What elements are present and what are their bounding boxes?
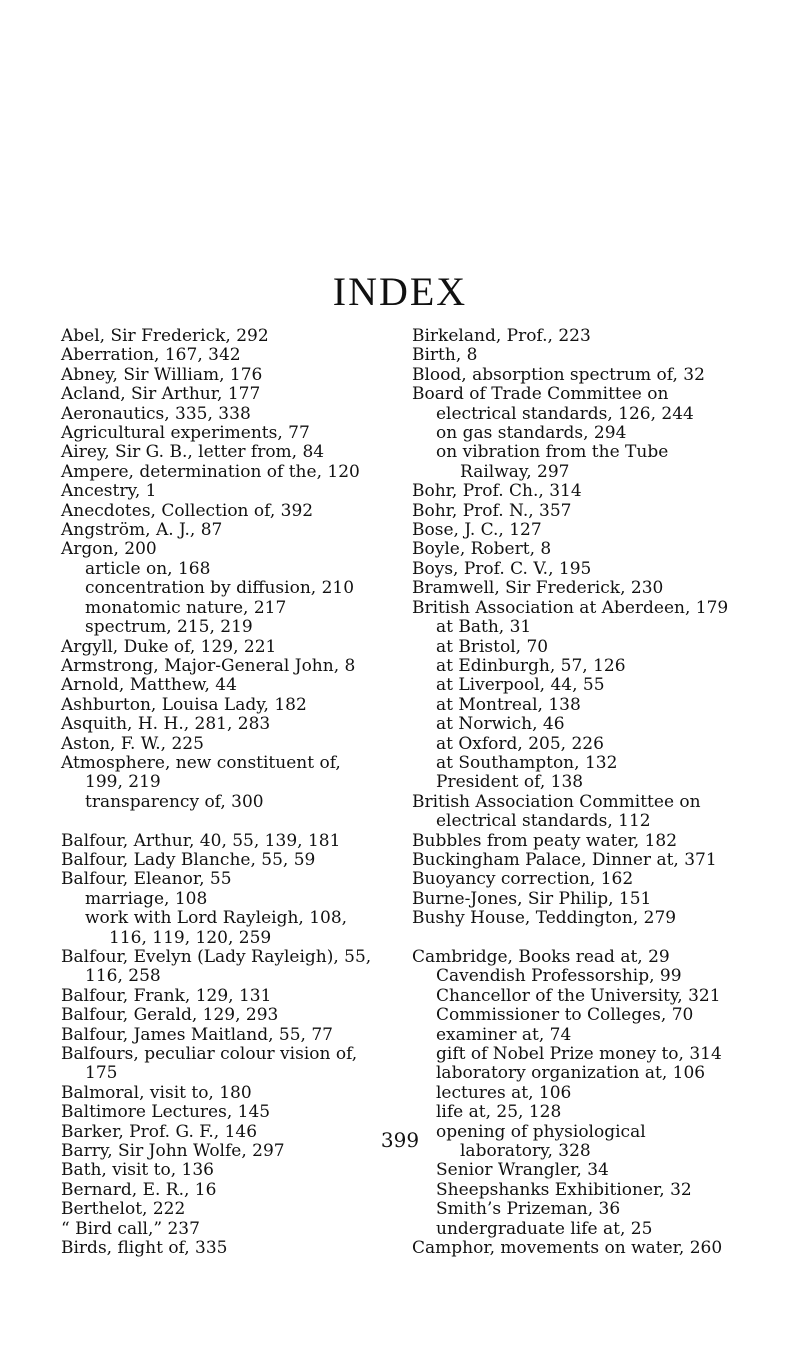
- index-entry: Balmoral, visit to, 180: [61, 1082, 252, 1103]
- index-subentry: marriage, 108: [85, 888, 208, 909]
- index-entry: Aeronautics, 335, 338: [61, 403, 251, 424]
- index-subentry: laboratory organization at, 106: [436, 1063, 706, 1084]
- index-subentry: Chancellor of the University, 321: [436, 985, 721, 1006]
- index-entry: Balfour, Evelyn (Lady Rayleigh), 55, 116, 258: [61, 946, 372, 987]
- index-subentry: at Montreal, 138: [436, 694, 581, 715]
- index-subentry: President of, 138: [436, 772, 584, 793]
- index-entry: Berthelot, 222: [61, 1199, 186, 1220]
- index-entry: Aberration, 167, 342: [61, 345, 241, 366]
- index-entry: Abel, Sir Frederick, 292: [61, 326, 269, 346]
- index-subentry: monatomic nature, 217: [85, 597, 287, 618]
- index-entry: Bernard, E. R., 16: [61, 1179, 217, 1200]
- index-subentry: Cavendish Professorship, 99: [436, 966, 682, 987]
- index-entry: Cambridge, Books read at, 29: [412, 946, 670, 967]
- index-subentry: article on, 168: [85, 558, 211, 579]
- index-entry: Barker, Prof. G. F., 146: [61, 1121, 258, 1142]
- index-entry: Acland, Sir Arthur, 177: [61, 384, 261, 405]
- index-entry: Birth, 8: [412, 345, 478, 366]
- index-entry: Birkeland, Prof., 223: [412, 326, 591, 346]
- index-subentry: on vibration from the Tube Railway, 297: [436, 442, 669, 482]
- index-entry: Agricultural experiments, 77: [61, 423, 310, 444]
- index-subentry: at Oxford, 205, 226: [436, 733, 604, 754]
- index-entry: Aston, F. W., 225: [61, 733, 204, 754]
- index-entry: Ancestry, 1: [61, 481, 157, 502]
- index-entry: Boyle, Robert, 8: [412, 539, 552, 560]
- index-subentry: at Southampton, 132: [436, 752, 618, 773]
- index-entry: Argyll, Duke of, 129, 221: [61, 636, 277, 657]
- index-entry: Armstrong, Major-General John, 8: [61, 655, 356, 676]
- index-entry: Ampere, determination of the, 120: [61, 461, 360, 482]
- page-title: INDEX: [332, 269, 468, 314]
- index-entry: Bath, visit to, 136: [61, 1160, 214, 1181]
- index-subentry: undergraduate life at, 25: [436, 1218, 653, 1239]
- index-entry: Bushy House, Teddington, 279: [412, 908, 677, 929]
- index-subentry: Senior Wrangler, 34: [436, 1160, 609, 1181]
- index-entry: “ Bird call,” 237: [61, 1218, 200, 1239]
- index-entry: Buckingham Palace, Dinner at, 371: [412, 849, 717, 870]
- index-subentry: Sheepshanks Exhibitioner, 32: [436, 1179, 692, 1200]
- index-column-left: [61, 327, 379, 1258]
- index-entry: Argon, 200: [61, 539, 157, 560]
- index-entry: Balfour, Lady Blanche, 55, 59: [61, 849, 316, 870]
- index-entry: Ashburton, Louisa Lady, 182: [61, 694, 307, 715]
- index-entry: Bohr, Prof. N., 357: [412, 500, 572, 521]
- index-entry: Balfour, Gerald, 129, 293: [61, 1005, 279, 1026]
- index-entry: Camphor, movements on water, 260: [412, 1238, 723, 1259]
- index-entry: Bubbles from peaty water, 182: [412, 830, 678, 851]
- index-entry: Balfour, Arthur, 40, 55, 139, 181: [61, 830, 341, 851]
- index-subentry: on gas standards, 294: [436, 423, 627, 444]
- index-subentry: at Bristol, 70: [436, 636, 549, 657]
- index-subentry: work with Lord Rayleigh, 108, 116, 119, 120, 259: [85, 908, 348, 948]
- index-entry: Bramwell, Sir Frederick, 230: [412, 578, 664, 599]
- index-entry: Asquith, H. H., 281, 283: [61, 714, 271, 735]
- index-entry: Boys, Prof. C. V., 195: [412, 558, 592, 579]
- index-entry: Baltimore Lectures, 145: [61, 1102, 271, 1123]
- index-subentry: at Norwich, 46: [436, 714, 565, 735]
- page-number: 399: [380, 1128, 420, 1152]
- index-entry: Abney, Sir William, 176: [61, 364, 263, 385]
- index-entry: Balfour, Frank, 129, 131: [61, 985, 272, 1006]
- index-subentry: at Liverpool, 44, 55: [436, 675, 605, 696]
- index-subentry: at Bath, 31: [436, 617, 532, 638]
- index-entry: Angström, A. J., 87: [61, 520, 223, 541]
- index-subentry: at Edinburgh, 57, 126: [436, 655, 626, 676]
- index-entry: Burne-Jones, Sir Philip, 151: [412, 888, 652, 909]
- index-entry: Blood, absorption spectrum of, 32: [412, 364, 705, 385]
- index-entry: British Association Committee on electrical standards, 112: [412, 791, 701, 832]
- index-entry: Birds, flight of, 335: [61, 1238, 228, 1259]
- index-subentry: concentration by diffusion, 210: [85, 578, 355, 599]
- index-subentry: opening of physiological laboratory, 328: [436, 1121, 646, 1162]
- index-subentry: Commissioner to Colleges, 70: [436, 1005, 694, 1026]
- index-entry: Arnold, Matthew, 44: [61, 675, 237, 696]
- index-entry: Airey, Sir G. B., letter from, 84: [61, 442, 325, 463]
- index-entry: Balfour, James Maitland, 55, 77: [61, 1024, 333, 1045]
- index-entry: Balfour, Eleanor, 55: [61, 869, 232, 890]
- index-entry: Board of Trade Committee on electrical standards, 126, 244: [412, 384, 694, 424]
- index-subentry: life at, 25, 128: [436, 1102, 562, 1123]
- index-subentry: transparency of, 300: [85, 791, 264, 812]
- index-entry: Buoyancy correction, 162: [412, 869, 634, 890]
- index-subentry: gift of Nobel Prize money to, 314: [436, 1044, 722, 1065]
- index-entry: Anecdotes, Collection of, 392: [61, 500, 314, 521]
- index-column-right: [412, 327, 742, 1258]
- index-entry: Barry, Sir John Wolfe, 297: [61, 1141, 285, 1162]
- index-subentry: spectrum, 215, 219: [85, 617, 253, 638]
- index-entry: Balfours, peculiar colour vision of, 175: [61, 1044, 358, 1084]
- index-subentry: Smith’s Prizeman, 36: [436, 1199, 621, 1220]
- index-subentry: examiner at, 74: [436, 1024, 572, 1045]
- index-entry: Bohr, Prof. Ch., 314: [412, 481, 582, 502]
- index-subentry: lectures at, 106: [436, 1082, 572, 1103]
- index-entry: Atmosphere, new constituent of, 199, 219: [61, 752, 341, 793]
- index-entry: Bose, J. C., 127: [412, 520, 542, 541]
- index-entry: British Association at Aberdeen, 179: [412, 597, 729, 618]
